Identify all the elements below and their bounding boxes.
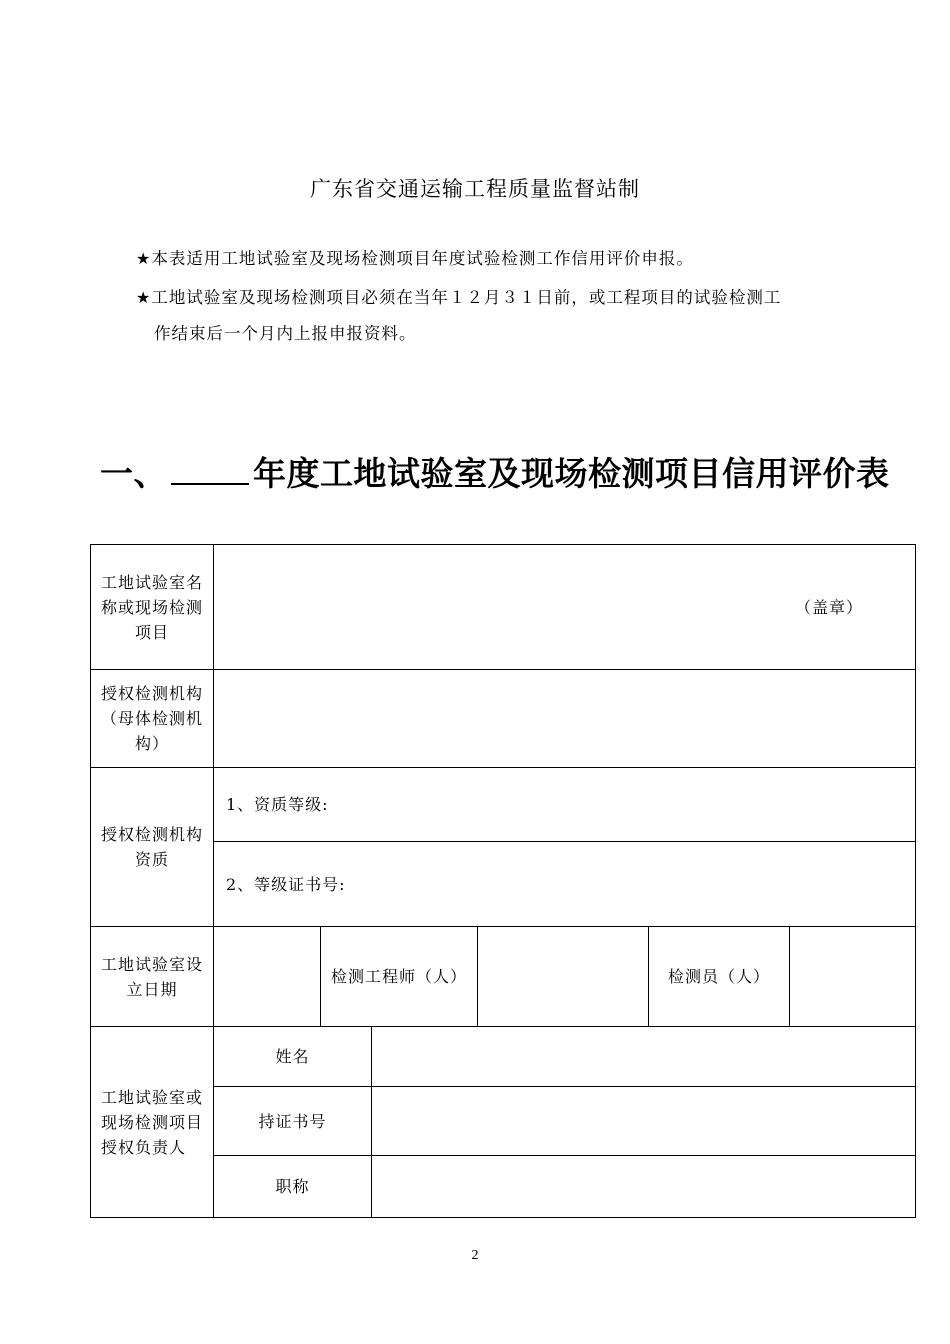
responsible-person-label: 工地试验室或现场检测项目授权负责人	[91, 1027, 214, 1218]
year-blank[interactable]	[171, 453, 249, 485]
note-2	[136, 280, 856, 352]
star-icon: ★	[136, 288, 152, 307]
section-title: 年度工地试验室及现场检测项目信用评价表	[253, 454, 890, 493]
authorized-org-label: 授权检测机构（母体检测机构）	[91, 670, 214, 768]
seal-text: （盖章）	[795, 597, 864, 617]
certificate-no-field[interactable]	[214, 842, 916, 927]
established-date-label: 工地试验室设立日期	[91, 927, 214, 1027]
credit-evaluation-form	[90, 544, 916, 1218]
section-number: 一、	[100, 454, 167, 493]
lab-name-field[interactable]	[214, 545, 916, 670]
certificate-no-label: 2、等级证书号:	[226, 874, 346, 894]
engineers-field[interactable]	[478, 927, 649, 1027]
engineers-label: 检测工程师（人）	[321, 927, 478, 1027]
name-label: 姓名	[214, 1027, 372, 1087]
issuer-title: 广东省交通运输工程质量监督站制	[310, 177, 640, 201]
name-field[interactable]	[372, 1027, 916, 1087]
inspectors-field[interactable]	[790, 927, 916, 1027]
qualification-grade-field[interactable]	[214, 768, 916, 842]
qualification-label: 授权检测机构资质	[91, 768, 214, 927]
note-2-continuation: 作结束后一个月内上报申报资料。	[154, 324, 417, 343]
cert-holder-field[interactable]	[372, 1087, 916, 1156]
job-title-field[interactable]	[372, 1156, 916, 1218]
note-1-text: 本表适用工地试验室及现场检测项目年度试验检测工作信用评价申报。	[151, 249, 694, 268]
section-heading	[100, 448, 890, 495]
note-1	[136, 241, 856, 277]
job-title-label: 职称	[214, 1156, 372, 1218]
inspectors-label: 检测员（人）	[649, 927, 790, 1027]
note-2-text: 工地试验室及现场检测项目必须在当年１２月３１日前，或工程项目的试验检测工	[151, 288, 782, 307]
lab-name-label: 工地试验室名称或现场检测项目	[91, 545, 214, 670]
cert-holder-label: 持证书号	[214, 1087, 372, 1156]
authorized-org-field[interactable]	[214, 670, 916, 768]
star-icon: ★	[136, 249, 152, 268]
page-number: 2	[471, 1248, 479, 1263]
established-date-field[interactable]	[214, 927, 321, 1027]
qualification-grade-label: 1、资质等级:	[226, 795, 329, 814]
